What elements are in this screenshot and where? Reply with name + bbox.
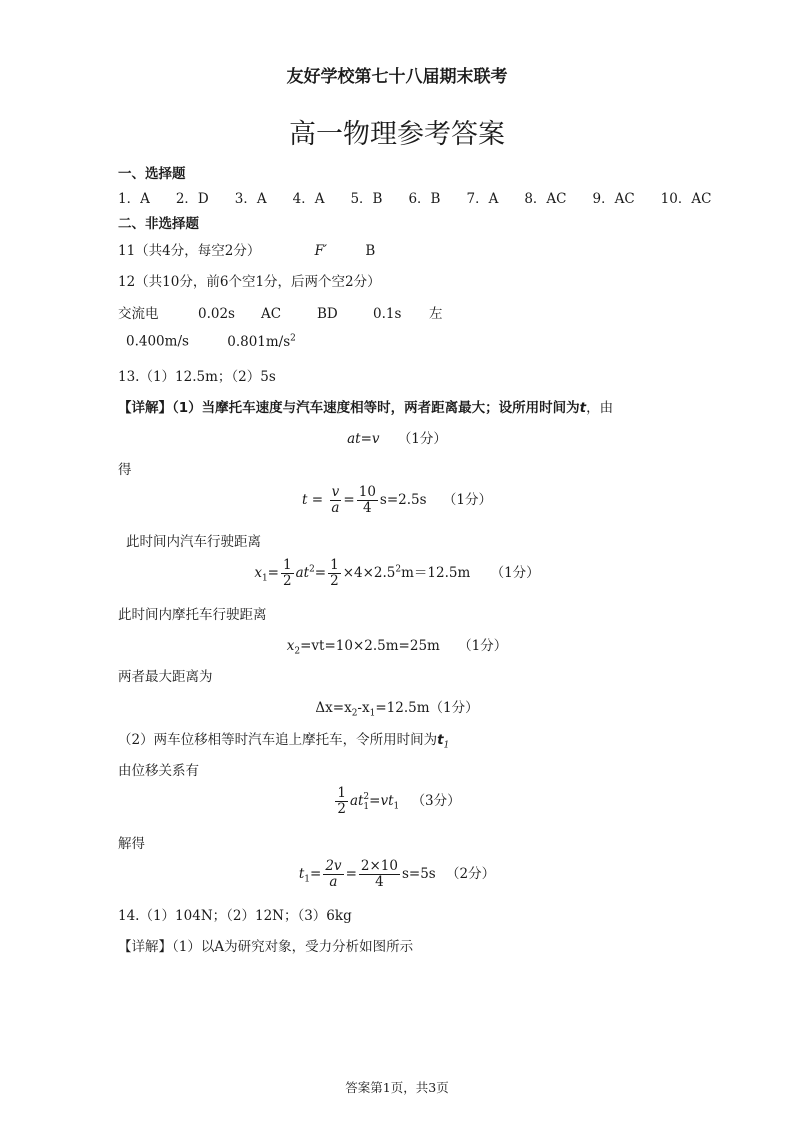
section1-heading: 一、选择题: [118, 166, 186, 182]
mc-answer: 1．A: [118, 191, 150, 207]
q13-detail-1: 【详解】（1）当摩托车速度与汽车速度相等时，两者距离最大；设所用时间为t，由: [118, 400, 614, 416]
q12-answer: BD: [317, 306, 338, 322]
mc-answer: 3．A: [234, 191, 267, 207]
mc-answer: 4．A: [292, 191, 325, 207]
mc-answer: 10．AC: [660, 191, 712, 207]
q13-text-car: 此时间内汽车行驶距离: [126, 534, 261, 550]
q11-label: 11（共4分，每空2分）: [118, 243, 261, 259]
q12-answer: 交流电: [118, 306, 159, 322]
mc-answer: 8．AC: [524, 191, 567, 207]
q11-line: [118, 239, 375, 259]
q12-answer-accel: $0.801m/s^2$: [227, 333, 296, 350]
mc-answer: 5．B: [350, 191, 383, 207]
school-title: 友好学校第七十八届期末联考: [286, 67, 508, 87]
q13-eq7: $t_1=$ $\frac{2v}{a}$ = $\frac{2\times 10}{4}$ s=5s （2分）: [298, 858, 496, 890]
q13-jiede: 解得: [118, 836, 145, 852]
q12-row1: [118, 302, 443, 322]
q12-row2: [126, 333, 296, 350]
q13-part2: （2）两车位移相等时汽车追上摩托车，令所用时间为$t_1$: [118, 732, 450, 751]
q12-answer-velocity: 0.400m/s: [126, 333, 189, 350]
q12-answer: 0.1s: [373, 306, 402, 322]
q13-eq5: $\Delta x=x_2-x_1=12.5m(1$分）: [315, 700, 479, 719]
q13-eq1: at=v （1分）: [347, 431, 447, 447]
mc-answer: 2．D: [175, 191, 209, 207]
mc-answers-row: [118, 187, 737, 207]
mc-answer: 9．AC: [592, 191, 635, 207]
mc-answer: 6．B: [408, 191, 441, 207]
q13-eq4: $x_2=vt=10\times 2.5m=25m$ （1分）: [286, 638, 508, 657]
q13-de: 得: [118, 462, 132, 478]
q13-eq6: $\frac{1}{2}$ at 2 1 $=vt_1$ （3分）: [337, 785, 461, 817]
q11-answer-1: F′: [314, 243, 328, 259]
q13-eq2: t = $\frac{v}{a}$ = $\frac{10}{4}$ s=2.5s （1分）: [302, 484, 492, 516]
q13-text-rel: 由位移关系有: [118, 763, 199, 779]
q13-text-max: 两者最大距离为: [118, 669, 213, 685]
q12-answer: 0.02s: [198, 306, 235, 322]
q12-answer: AC: [261, 306, 282, 322]
q14-detail-1: 【详解】（1）以A为研究对象，受力分析如图所示: [118, 939, 414, 955]
q14-label: 14.（1）104N；（2）12N；（3）6kg: [118, 908, 352, 924]
q12-label: 12（共10分，前6个空1分，后两个空2分）: [118, 274, 381, 290]
q13-eq3: $x_1=$ $\frac{1}{2}$ $at^2=$ $\frac{1}{2}$ $\times 4\times 2.5^2m=12.5m$ （1分）: [254, 557, 540, 589]
section2-heading: 二、非选择题: [118, 216, 199, 232]
page-footer: 答案第1页，共3页: [345, 1080, 449, 1095]
q13-label: 13.（1）12.5m；（2）5s: [118, 369, 276, 385]
q13-text-moto: 此时间内摩托车行驶距离: [118, 607, 267, 623]
q12-answer: 左: [429, 306, 443, 322]
q11-answer-2: B: [365, 243, 376, 259]
document-title: 高一物理参考答案: [289, 119, 505, 150]
mc-answer: 7．A: [466, 191, 499, 207]
